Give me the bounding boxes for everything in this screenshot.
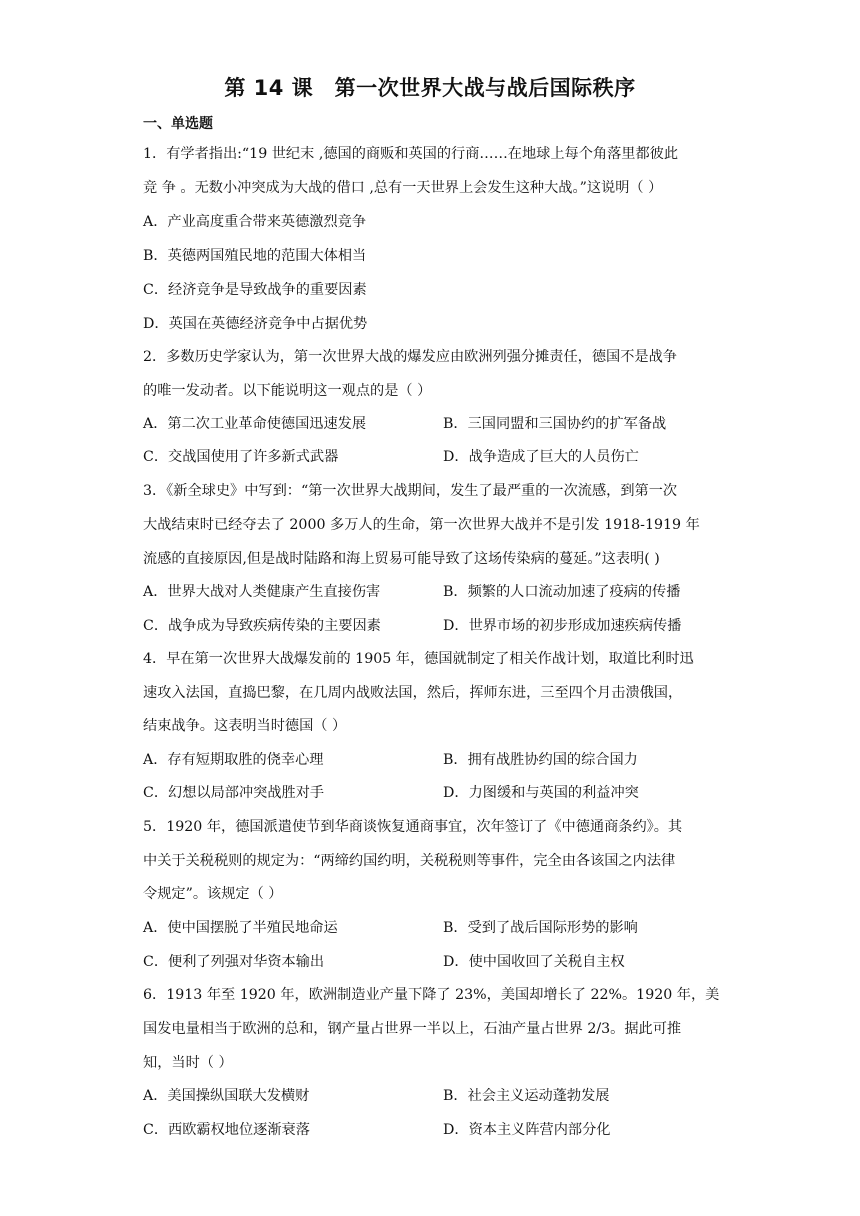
question-1-option-d: D．英国在英德经济竞争中占据优势 — [143, 316, 368, 332]
question-3-line-1: 3．《新全球史》中写到：“第一次世界大战期间，发生了最严重的一次流感，到第一次 — [143, 483, 678, 499]
question-2-option-a: A．第二次工业革命使德国迅速发展 — [143, 416, 367, 432]
question-3-line-2: 大战结束时已经夺去了 2000 多万人的生命，第一次世界大战并不是引发 1918-1919 年 — [143, 517, 700, 533]
question-1-line-2: 竞 争 。无数小冲突成为大战的借口 ,总有一天世界上会发生这种大战。”这说明（ ） — [143, 180, 663, 196]
page-title: 第 14 课 第一次世界大战与战后国际秩序 — [224, 76, 636, 100]
question-3-line-3: 流感的直接原因,但是战时陆路和海上贸易可能导致了这场传染病的蔓延。”这表明( ) — [143, 551, 660, 567]
question-6-option-c: C．西欧霸权地位逐渐衰落 — [143, 1122, 310, 1138]
question-4-option-c: C．幻想以局部冲突战胜对手 — [143, 785, 325, 801]
question-1-option-c: C．经济竞争是导致战争的重要因素 — [143, 282, 367, 298]
question-1-option-a: A．产业高度重合带来英德激烈竞争 — [143, 214, 367, 230]
question-2-line-2: 的唯一发动者。以下能说明这一观点的是（ ） — [143, 383, 432, 399]
question-6-line-2: 国发电量相当于欧洲的总和，钢产量占世界一半以上，石油产量占世界 2/3。据此可推 — [143, 1021, 682, 1037]
question-4-line-2: 速攻入法国，直捣巴黎，在几周内战败法国，然后，挥师东进，三至四个月击溃俄国， — [143, 685, 683, 701]
question-3-option-d: D．世界市场的初步形成加速疾病传播 — [443, 618, 682, 634]
question-2-line-1: 2．多数历史学家认为，第一次世界大战的爆发应由欧洲列强分摊责任，德国不是战争 — [143, 349, 677, 365]
section-heading: 一、单选题 — [143, 116, 213, 132]
question-1-line-1: 1．有学者指出:“19 世纪末 ,德国的商贩和英国的行商……在地球上每个角落里都彼此 — [143, 146, 679, 162]
question-4-line-1: 4．早在第一次世界大战爆发前的 1905 年，德国就制定了相关作战计划，取道比利时迅 — [143, 651, 694, 667]
question-5-option-c: C．便利了列强对华资本输出 — [143, 954, 325, 970]
question-6-option-b: B．社会主义运动蓬勃发展 — [443, 1088, 610, 1104]
question-3-option-c: C．战争成为导致疾病传染的主要因素 — [143, 618, 381, 634]
question-6-option-d: D．资本主义阵营内部分化 — [443, 1122, 611, 1138]
question-5-option-b: B．受到了战后国际形势的影响 — [443, 920, 638, 936]
question-2-option-d: D．战争造成了巨大的人员伤亡 — [443, 449, 639, 465]
question-2-option-b: B．三国同盟和三国协约的扩军备战 — [443, 416, 667, 432]
question-5-option-d: D．使中国收回了关税自主权 — [443, 954, 625, 970]
question-5-line-1: 5．1920 年，德国派遣使节到华商谈恢复通商事宜，次年签订了《中德通商条约》。其 — [143, 819, 683, 835]
question-6-option-a: A．美国操纵国联大发横财 — [143, 1088, 310, 1104]
question-4-option-d: D．力图缓和与英国的利益冲突 — [443, 785, 639, 801]
question-5-option-a: A．使中国摆脱了半殖民地命运 — [143, 920, 338, 936]
question-4-line-3: 结束战争。这表明当时德国（ ） — [143, 718, 347, 734]
question-3-option-b: B．频繁的人口流动加速了疫病的传播 — [443, 584, 681, 600]
question-1-option-b: B．英德两国殖民地的范围大体相当 — [143, 248, 367, 264]
question-6-line-3: 知，当时（ ） — [143, 1055, 233, 1071]
question-5-line-3: 令规定”。该规定（ ） — [143, 886, 283, 902]
question-2-option-c: C．交战国使用了许多新式武器 — [143, 449, 339, 465]
question-5-line-2: 中关于关税税则的规定为：“两缔约国约明，关税税则等事件，完全由各该国之内法律 — [143, 853, 676, 869]
question-6-line-1: 6．1913 年至 1920 年，欧洲制造业产量下降了 23%，美国却增长了 22%。1920 年，美 — [143, 987, 720, 1003]
question-4-option-b: B．拥有战胜协约国的综合国力 — [443, 752, 638, 768]
question-4-option-a: A．存有短期取胜的侥幸心理 — [143, 752, 324, 768]
question-3-option-a: A．世界大战对人类健康产生直接伤害 — [143, 584, 381, 600]
